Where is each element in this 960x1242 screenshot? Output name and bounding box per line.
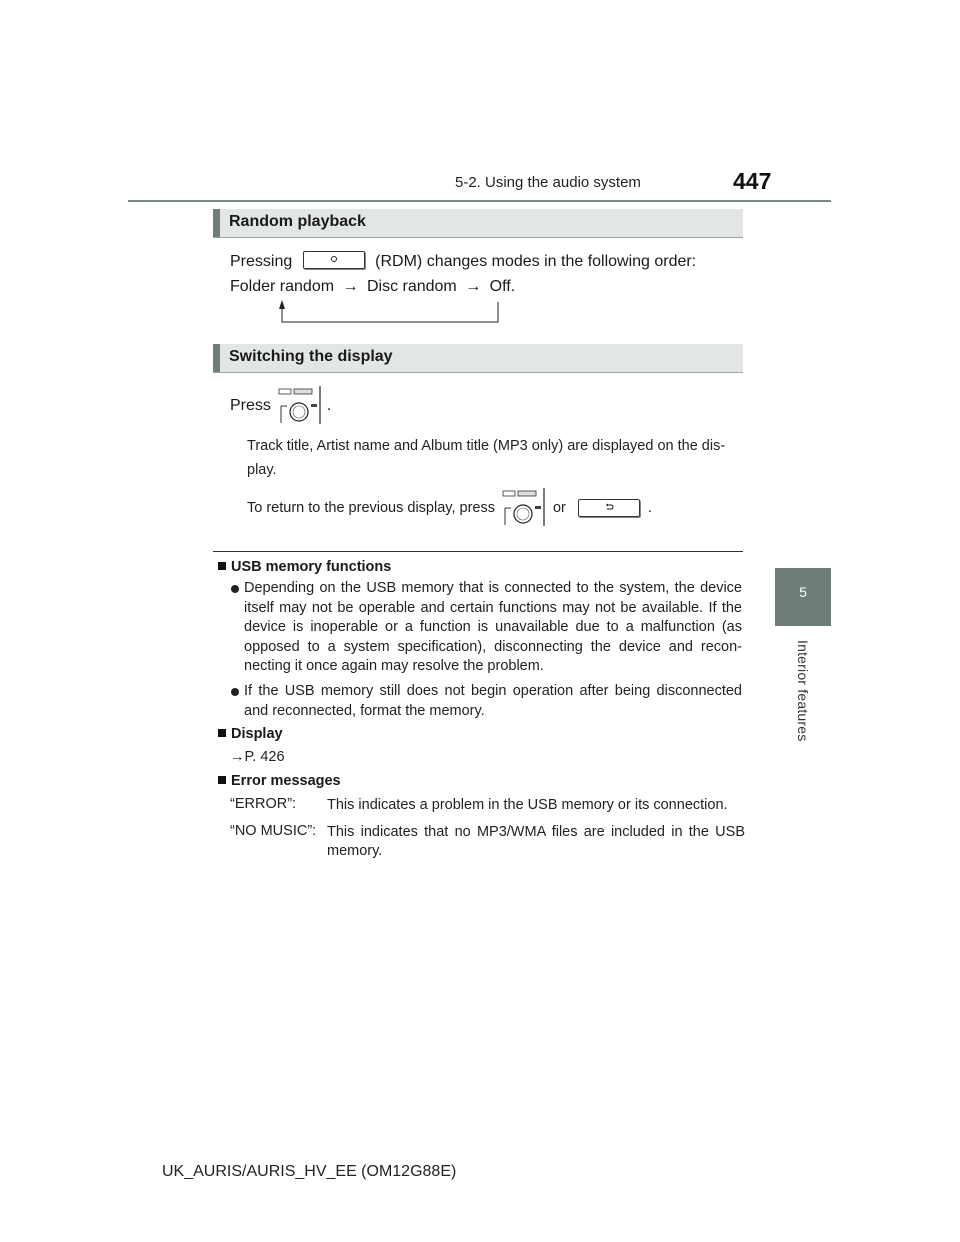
- note-heading-text: Display: [231, 726, 283, 742]
- or-text: or: [552, 500, 566, 516]
- mode-folder-random: Folder random: [230, 278, 335, 295]
- note-heading-text: Error messages: [231, 773, 341, 789]
- section-heading-switching-display: [213, 344, 743, 373]
- press-text: Press: [230, 397, 271, 414]
- error-term: “NO MUSIC”:: [230, 823, 317, 839]
- section-title: Random playback: [229, 213, 366, 230]
- usb-note-bullet-2: [244, 682, 742, 721]
- header-rule: [128, 200, 831, 202]
- back-arrow-icon: [603, 501, 615, 513]
- note-heading-display: [218, 726, 283, 742]
- loop-back-arrow-icon: [275, 298, 505, 328]
- display-info-line2: play.: [247, 462, 277, 478]
- press-instruction: [230, 386, 331, 426]
- round-bullet-icon: [231, 585, 239, 593]
- mode-off: Off.: [489, 278, 516, 295]
- random-mode-sequence: [230, 278, 515, 296]
- error-term: “ERROR”:: [230, 796, 297, 812]
- mode-disc-random: Disc random: [366, 278, 457, 295]
- footer-model-code: UK_AURIS/AURIS_HV_EE (OM12G88E): [162, 1163, 457, 1180]
- period-text: .: [647, 500, 652, 516]
- square-bullet-icon: [218, 729, 226, 737]
- round-bullet-icon: [231, 688, 239, 696]
- bullet-text: Depending on the USB memory that is connected to the system, the device itself may not be operable and certain functions may not be available. If the device is inoperable or a function is unavailable due to a malfunction (as opposed to a system specification), disconnecting the device and recon-necting it once again may resolve the problem.: [244, 580, 742, 674]
- header-section-title: 5-2. Using the audio system: [455, 174, 641, 191]
- square-bullet-icon: [218, 562, 226, 570]
- notes-divider: [213, 551, 743, 552]
- error-description: This indicates that no MP3/WMA files are included in the USB memory.: [327, 824, 745, 859]
- return-text: To return to the previous display, press: [247, 500, 495, 516]
- arrow-icon: →: [465, 278, 482, 295]
- rdm-button-icon: [303, 251, 365, 269]
- display-info-text: [247, 434, 747, 482]
- heading-accent-bar: [213, 344, 220, 372]
- note-heading-errors: [218, 773, 341, 789]
- arrow-icon: →: [342, 278, 359, 295]
- rdm-description: (RDM) changes modes in the following order:: [375, 253, 697, 270]
- usb-note-bullet-1: [244, 579, 742, 677]
- knob-button-icon: [501, 488, 547, 528]
- period-text: .: [326, 397, 332, 414]
- chapter-number: 5: [799, 584, 807, 600]
- knob-button-icon: [277, 386, 323, 426]
- return-instruction: [247, 488, 652, 528]
- small-circle-icon: [328, 253, 340, 265]
- note-heading-usb: [218, 559, 391, 575]
- back-button-icon: [578, 499, 640, 517]
- display-info-line1: Track title, Artist name and Album title (MP3 only) are displayed on the dis-: [247, 438, 726, 454]
- error-description: This indicates a problem in the USB memory or its connection.: [327, 797, 728, 813]
- display-page-reference[interactable]: →P. 426: [230, 749, 285, 765]
- section-heading-random-playback: [213, 209, 743, 238]
- page-number: 447: [733, 168, 772, 194]
- pressing-text: Pressing: [230, 253, 293, 270]
- note-heading-text: USB memory functions: [231, 559, 392, 575]
- random-playback-instruction: [230, 251, 696, 271]
- square-bullet-icon: [218, 776, 226, 784]
- heading-accent-bar: [213, 209, 220, 237]
- chapter-label: Interior features: [795, 640, 811, 742]
- bullet-text: If the USB memory still does not begin operation after being disconnected and reconnected, format the memory.: [244, 683, 742, 719]
- section-title: Switching the display: [229, 348, 393, 365]
